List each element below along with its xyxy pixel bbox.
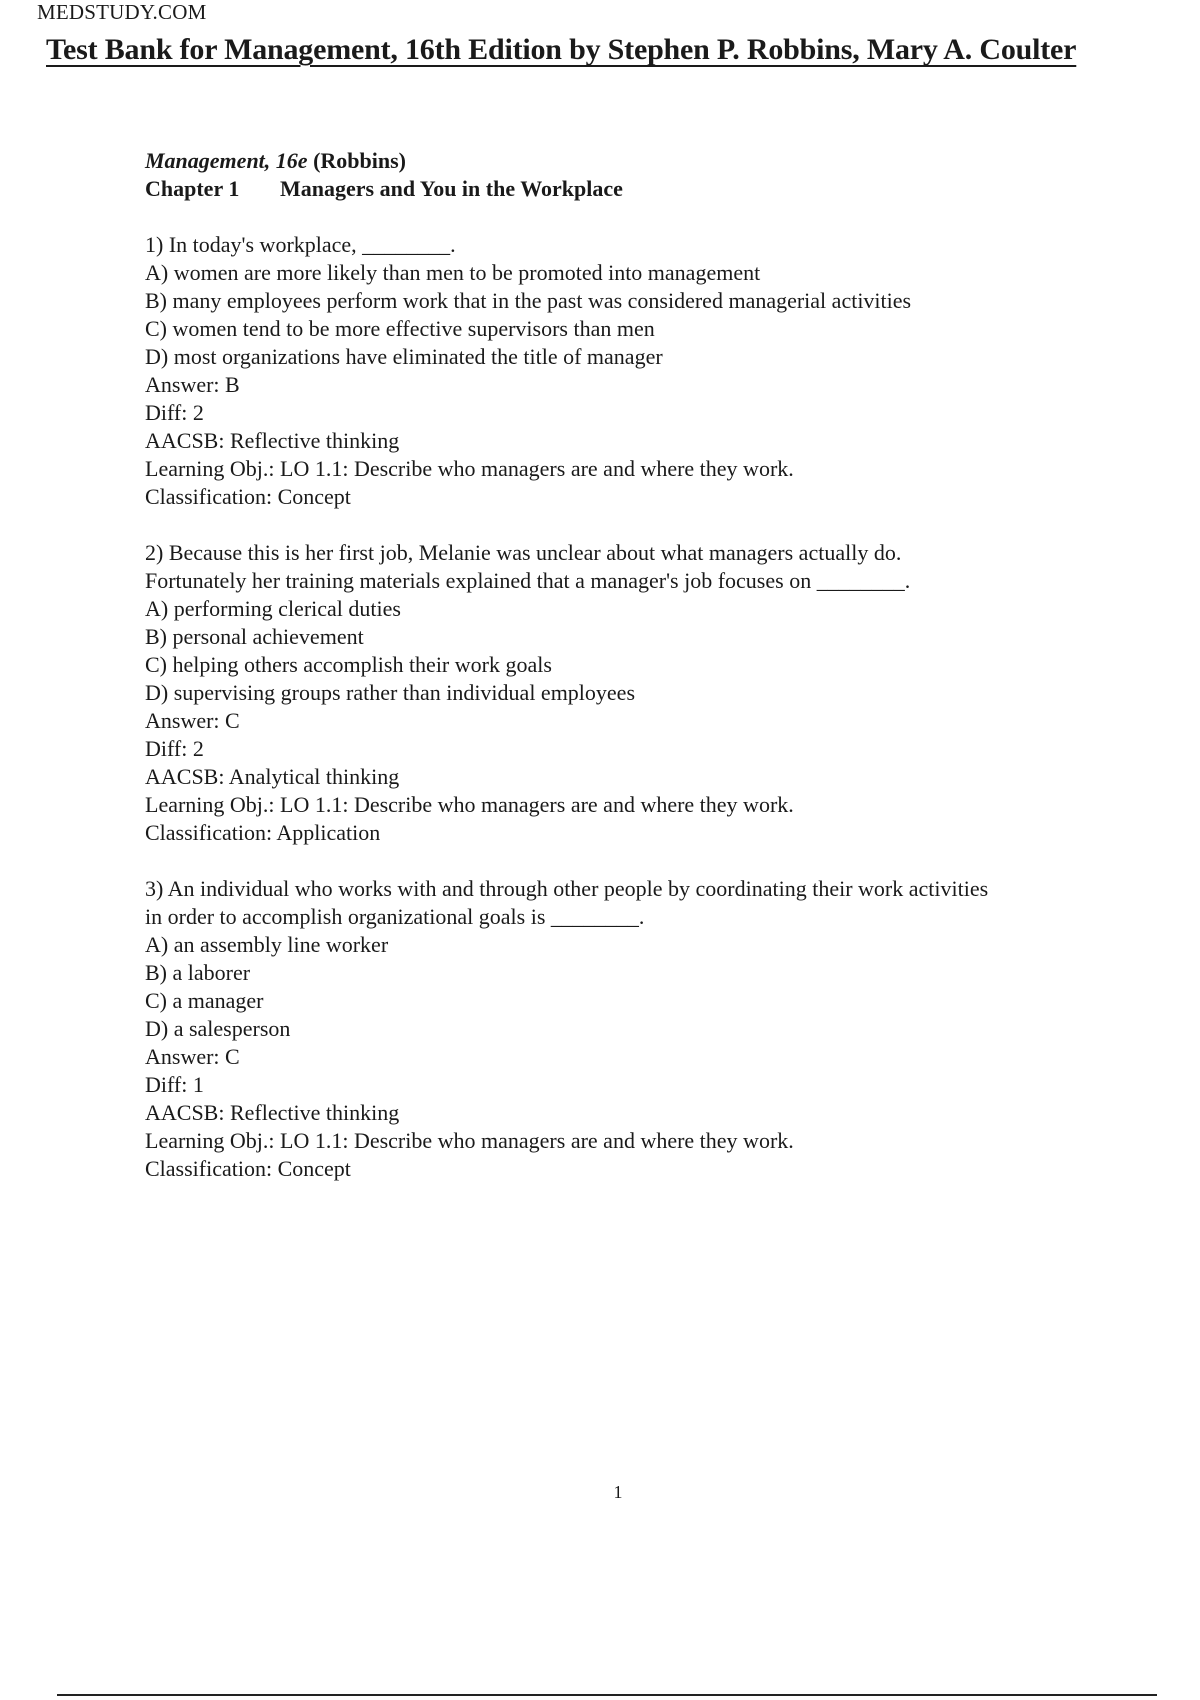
chapter-title: Managers and You in the Workplace [280, 176, 623, 201]
site-name: MEDSTUDY.COM [37, 0, 207, 24]
answer: Answer: B [145, 372, 240, 397]
difficulty: Diff: 2 [145, 736, 204, 761]
option-c: C) helping others accomplish their work goals [145, 652, 552, 677]
document-title: Test Bank for Management, 16th Edition by Stephen P. Robbins, Mary A. Coulter [46, 33, 1077, 66]
page-number: 1 [613, 1482, 623, 1502]
book-title: Management, 16e [145, 148, 308, 173]
classification: Classification: Application [145, 820, 381, 845]
option-d: D) supervising groups rather than individual employees [145, 680, 636, 705]
classification: Classification: Concept [145, 484, 351, 509]
aacsb: AACSB: Reflective thinking [145, 1100, 400, 1125]
answer: Answer: C [145, 708, 240, 733]
question-stem: 3) An individual who works with and through other people by coordinating their work activities [145, 876, 989, 901]
option-a: A) women are more likely than men to be promoted into management [145, 260, 761, 285]
book-author: (Robbins) [313, 148, 406, 173]
option-b: B) a laborer [145, 960, 251, 985]
question-stem: 1) In today's workplace, ________. [145, 232, 456, 257]
option-a: A) performing clerical duties [145, 596, 401, 621]
answer: Answer: C [145, 1044, 240, 1069]
question-1 [145, 231, 1105, 511]
learning-objective: Learning Obj.: LO 1.1: Describe who managers are and where they work. [145, 1128, 794, 1153]
question-stem: 2) Because this is her first job, Melanie was unclear about what managers actually do. [145, 540, 902, 565]
footer-divider [57, 1694, 1157, 1696]
question-2 [145, 539, 1105, 847]
document-body [145, 147, 1105, 1183]
difficulty: Diff: 2 [145, 400, 204, 425]
question-3 [145, 875, 1105, 1183]
question-stem-continued: Fortunately her training materials explained that a manager's job focuses on ________. [145, 568, 911, 593]
chapter-heading [145, 175, 1105, 203]
option-c: C) women tend to be more effective supervisors than men [145, 316, 655, 341]
option-d: D) most organizations have eliminated the title of manager [145, 344, 663, 369]
option-a: A) an assembly line worker [145, 932, 389, 957]
difficulty: Diff: 1 [145, 1072, 204, 1097]
option-c: C) a manager [145, 988, 264, 1013]
chapter-label: Chapter 1 [145, 176, 240, 201]
question-stem-continued: in order to accomplish organizational goals is ________. [145, 904, 645, 929]
aacsb: AACSB: Reflective thinking [145, 428, 400, 453]
learning-objective: Learning Obj.: LO 1.1: Describe who managers are and where they work. [145, 456, 794, 481]
book-line [145, 147, 1105, 175]
aacsb: AACSB: Analytical thinking [145, 764, 400, 789]
option-d: D) a salesperson [145, 1016, 291, 1041]
option-b: B) personal achievement [145, 624, 364, 649]
option-b: B) many employees perform work that in the past was considered managerial activities [145, 288, 912, 313]
classification: Classification: Concept [145, 1156, 351, 1181]
learning-objective: Learning Obj.: LO 1.1: Describe who managers are and where they work. [145, 792, 794, 817]
